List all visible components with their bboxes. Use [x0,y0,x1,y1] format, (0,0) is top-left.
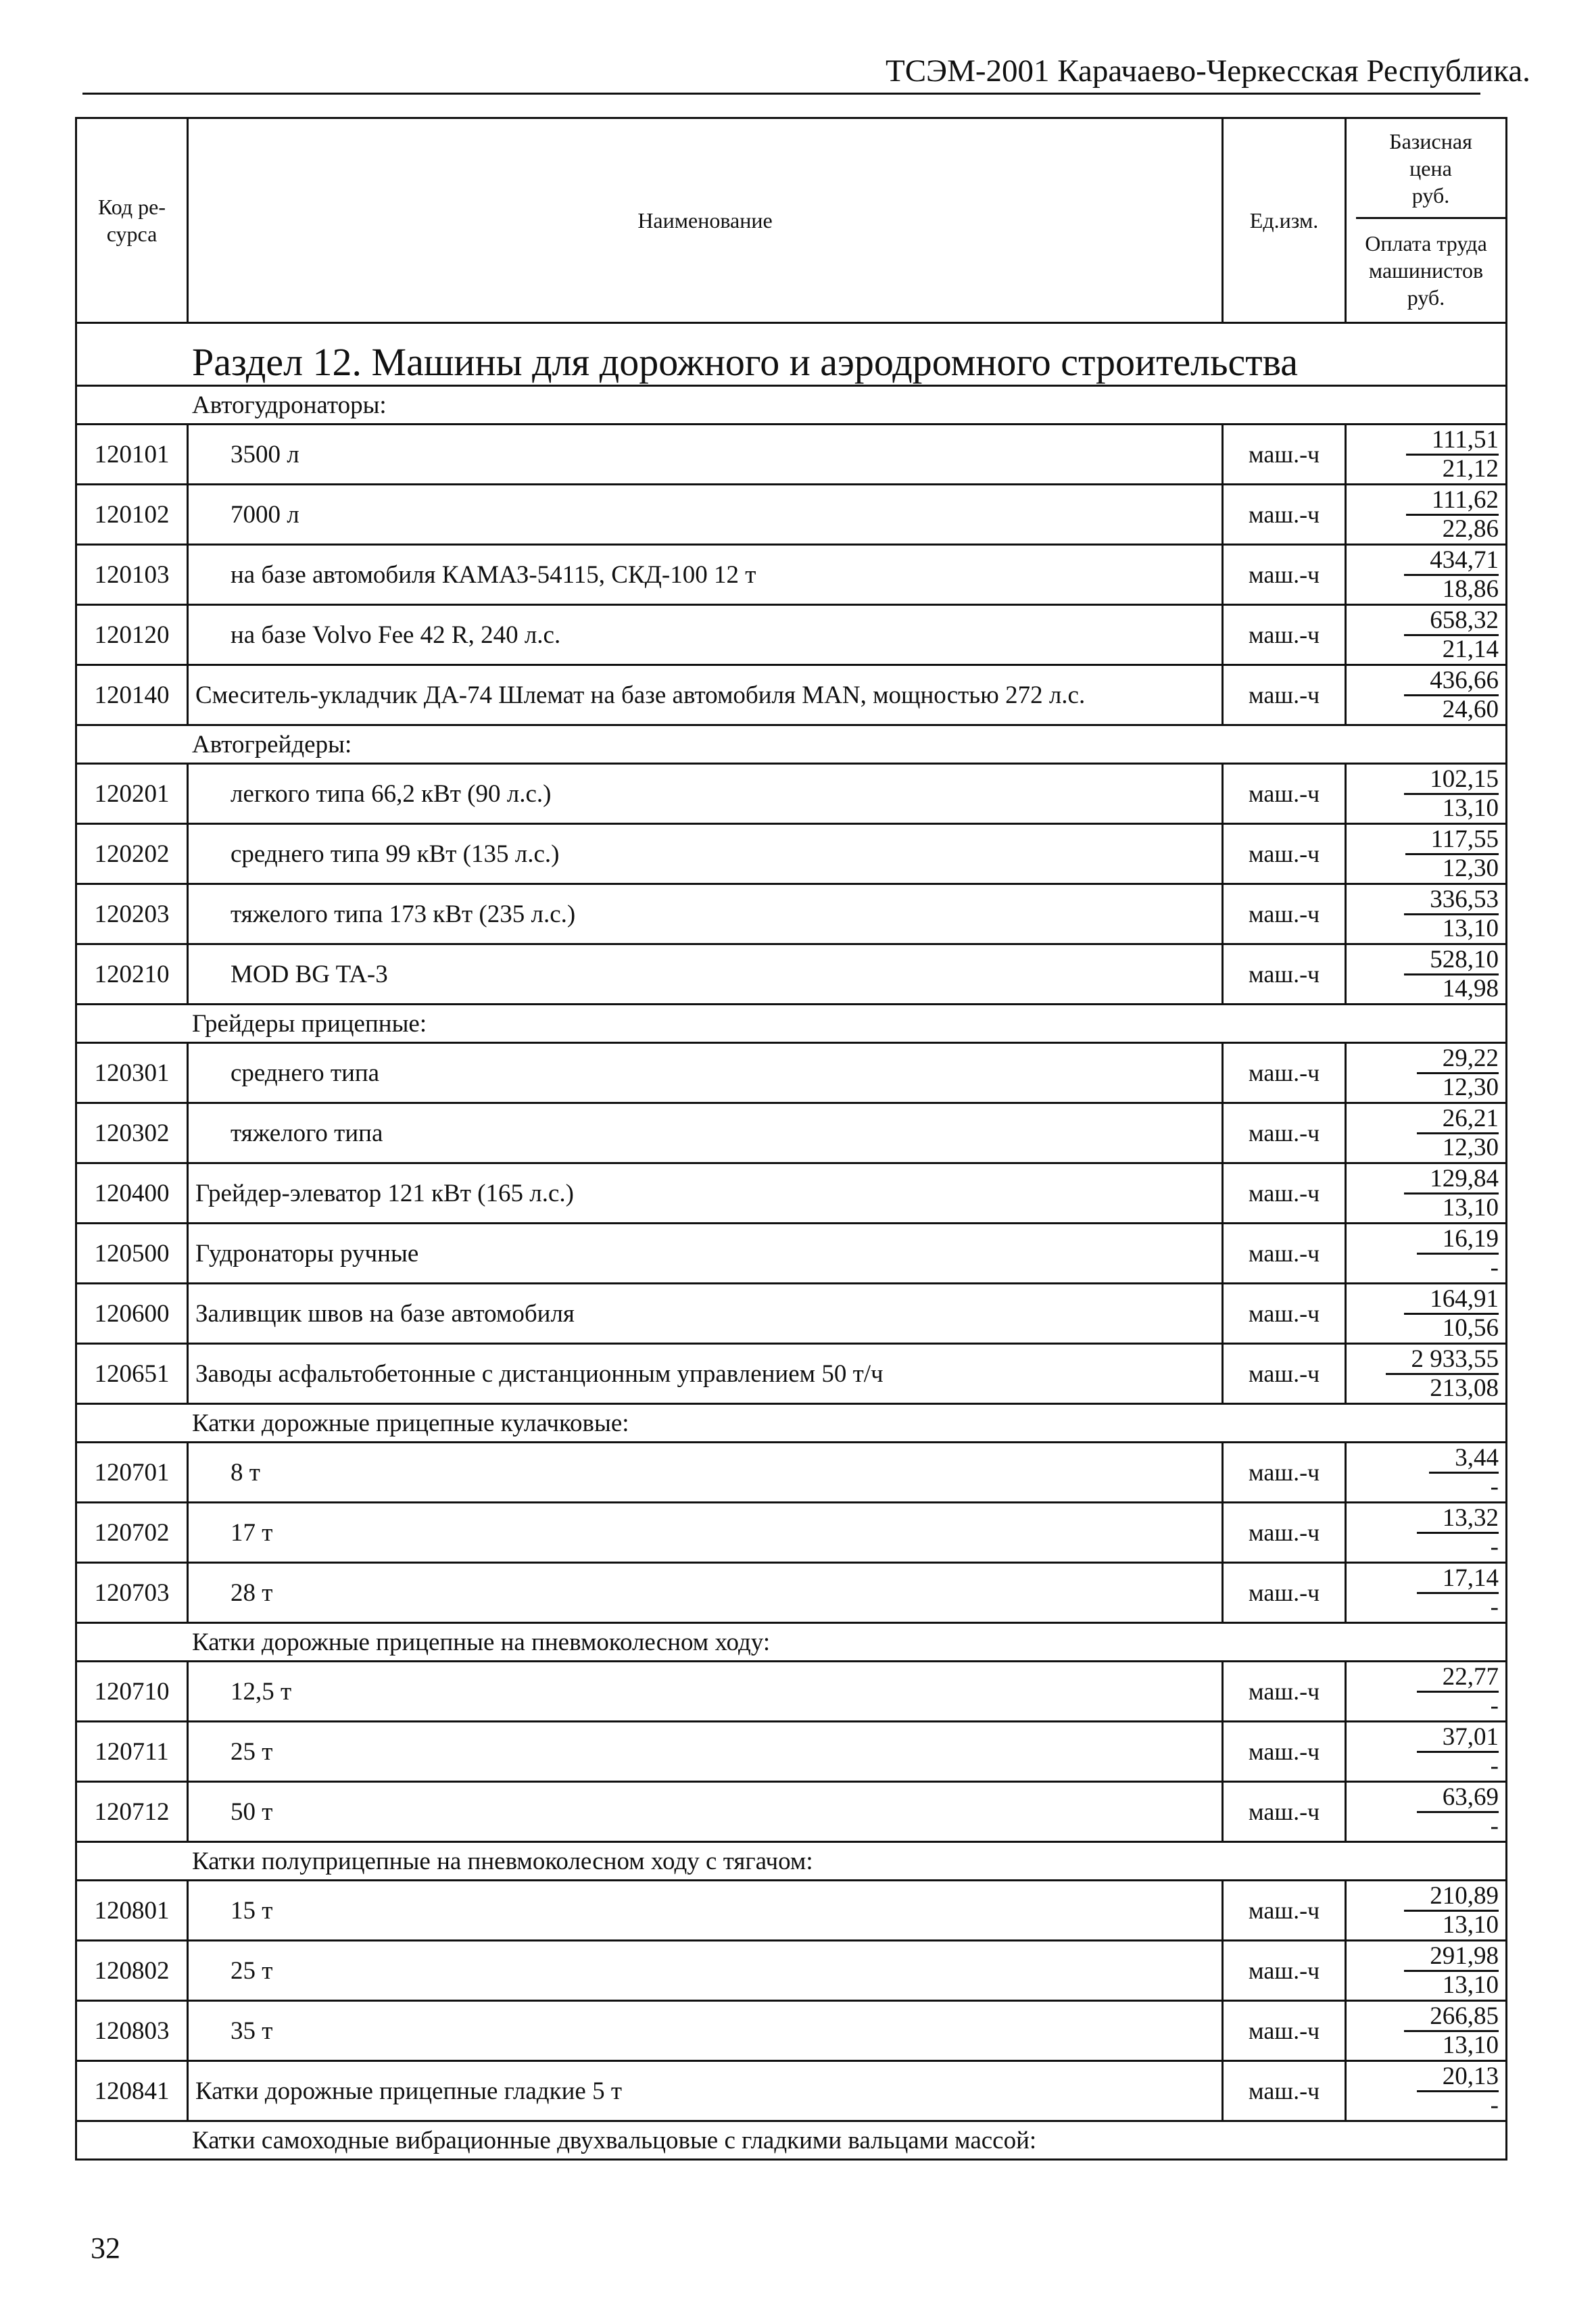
operator-labor-cost: 21,12 [1442,454,1499,483]
header-code-line-2: сурса [106,222,158,246]
base-price: 111,62 [1406,487,1499,516]
unit-of-measure: маш.-ч [1223,1344,1346,1404]
price-cell [1346,1881,1507,1941]
resource-code: 120802 [76,1941,188,2001]
unit-of-measure: маш.-ч [1223,1103,1346,1163]
resource-name: 25 т [188,1722,1223,1782]
resource-code: 120102 [76,485,188,545]
unit-of-measure: маш.-ч [1223,1662,1346,1722]
header-labor-line-2: машинистов [1368,258,1484,283]
operator-labor-cost: - [1490,1472,1499,1501]
resource-name: тяжелого типа 173 кВт (235 л.с.) [188,884,1223,944]
resource-code: 120803 [76,2001,188,2061]
operator-labor-cost: 12,30 [1442,854,1499,882]
price-cell [1346,1344,1507,1404]
base-price: 102,15 [1404,766,1499,795]
base-price: 528,10 [1404,946,1499,975]
unit-of-measure: маш.-ч [1223,824,1346,884]
price-cell [1346,1722,1507,1782]
operator-labor-cost: 13,10 [1442,2031,1499,2059]
base-price: 63,69 [1417,1784,1499,1813]
resource-code: 120711 [76,1722,188,1782]
base-price: 434,71 [1404,547,1499,576]
table-row [76,1163,1507,1224]
table-row [76,1043,1507,1103]
resource-name: 15 т [188,1881,1223,1941]
unit-of-measure: маш.-ч [1223,2001,1346,2061]
unit-of-measure: маш.-ч [1223,605,1346,665]
resource-code: 120703 [76,1563,188,1623]
base-price: 26,21 [1417,1105,1499,1134]
table-row [76,1443,1507,1503]
operator-labor-cost: 12,30 [1442,1073,1499,1101]
unit-of-measure: маш.-ч [1223,764,1346,824]
resource-name: тяжелого типа [188,1103,1223,1163]
base-price: 29,22 [1417,1045,1499,1074]
unit-of-measure: маш.-ч [1223,1563,1346,1623]
operator-labor-cost: 12,30 [1442,1133,1499,1161]
price-table [75,117,1507,2161]
resource-code: 120302 [76,1103,188,1163]
price-cell [1346,1503,1507,1563]
unit-of-measure: маш.-ч [1223,1224,1346,1284]
operator-labor-cost: - [1490,2091,1499,2119]
resource-code: 120400 [76,1163,188,1224]
resource-code: 120203 [76,884,188,944]
price-cell [1346,1103,1507,1163]
header-unit-cell: Ед.изм. [1223,118,1346,323]
resource-name: 8 т [188,1443,1223,1503]
table-row [76,1662,1507,1722]
resource-name: на базе Volvo Fee 42 R, 240 л.с. [188,605,1223,665]
table-row [76,1941,1507,2001]
header-code-cell [76,118,188,323]
base-price: 291,98 [1404,1943,1499,1972]
header-base-price-line-2: цена [1409,155,1452,180]
price-cell [1346,1782,1507,1842]
group-row [76,1623,1507,1662]
resource-name: легкого типа 66,2 кВт (90 л.с.) [188,764,1223,824]
price-cell [1346,764,1507,824]
resource-code: 120651 [76,1344,188,1404]
table-row [76,1284,1507,1344]
resource-name: 7000 л [188,485,1223,545]
table-row [76,2001,1507,2061]
price-cell [1346,1043,1507,1103]
section-title: Раздел 12. Машины для дорожного и аэродромного строительства [76,323,1507,386]
resource-name: Гудронаторы ручные [188,1224,1223,1284]
unit-of-measure: маш.-ч [1223,1043,1346,1103]
table-row [76,944,1507,1005]
resource-code: 120801 [76,1881,188,1941]
unit-of-measure: маш.-ч [1223,1284,1346,1344]
resource-name: MOD BG TA-3 [188,944,1223,1005]
resource-code: 120103 [76,545,188,605]
operator-labor-cost: - [1490,1593,1499,1621]
price-cell [1346,665,1507,725]
price-cell [1346,1284,1507,1344]
operator-labor-cost: - [1490,1533,1499,1561]
base-price: 111,51 [1406,427,1499,456]
base-price: 117,55 [1405,826,1499,855]
resource-code: 120701 [76,1443,188,1503]
table-row [76,1722,1507,1782]
table-row [76,485,1507,545]
table-row [76,2061,1507,2121]
table-row [76,1881,1507,1941]
unit-of-measure: маш.-ч [1223,1782,1346,1842]
operator-labor-cost: 13,10 [1442,794,1499,822]
group-row [76,386,1507,425]
group-label: Катки дорожные прицепные на пневмоколесном ходу: [76,1623,1507,1662]
base-price: 436,66 [1404,667,1499,696]
resource-code: 120301 [76,1043,188,1103]
base-price: 658,32 [1404,607,1499,636]
table-row [76,1224,1507,1284]
group-row [76,1404,1507,1443]
table-row [76,605,1507,665]
resource-code: 120140 [76,665,188,725]
group-label: Катки дорожные прицепные кулачковые: [76,1404,1507,1443]
table-row [76,764,1507,824]
base-price: 129,84 [1404,1165,1499,1195]
group-label: Катки самоходные вибрационные двухвальцовые с гладкими вальцами массой: [76,2121,1507,2160]
header-rule [82,93,1480,95]
price-cell [1346,1443,1507,1503]
unit-of-measure: маш.-ч [1223,1722,1346,1782]
operator-labor-cost: 10,56 [1442,1313,1499,1342]
table-row [76,545,1507,605]
operator-labor-cost: - [1490,1812,1499,1840]
resource-code: 120500 [76,1224,188,1284]
table-header [76,118,1507,386]
header-code-line-1: Код ре- [98,195,166,219]
resource-code: 120202 [76,824,188,884]
price-cell [1346,824,1507,884]
resource-name: 50 т [188,1782,1223,1842]
table-row [76,884,1507,944]
resource-name: 28 т [188,1563,1223,1623]
unit-of-measure: маш.-ч [1223,944,1346,1005]
price-cell [1346,545,1507,605]
group-row [76,2121,1507,2160]
base-price: 164,91 [1404,1286,1499,1315]
base-price: 20,13 [1417,2063,1499,2092]
resource-code: 120120 [76,605,188,665]
resource-code: 120210 [76,944,188,1005]
table-row [76,665,1507,725]
resource-code: 120710 [76,1662,188,1722]
price-cell [1346,1941,1507,2001]
group-row [76,1005,1507,1043]
table-row [76,1503,1507,1563]
resource-name: 35 т [188,2001,1223,2061]
operator-labor-cost: 13,10 [1442,1193,1499,1222]
price-cell [1346,425,1507,485]
base-price: 22,77 [1417,1664,1499,1693]
header-labor-line-3: руб. [1407,285,1445,310]
resource-name: Заводы асфальтобетонные с дистанционным управлением 50 т/ч [188,1344,1223,1404]
price-cell [1346,1163,1507,1224]
resource-name: Грейдер-элеватор 121 кВт (165 л.с.) [188,1163,1223,1224]
operator-labor-cost: 213,08 [1430,1374,1499,1402]
resource-name: 25 т [188,1941,1223,2001]
resource-code: 120841 [76,2061,188,2121]
unit-of-measure: маш.-ч [1223,1503,1346,1563]
price-cell [1346,485,1507,545]
resource-name: 17 т [188,1503,1223,1563]
price-cell [1346,1662,1507,1722]
header-price-cell [1346,118,1507,323]
table-row [76,1563,1507,1623]
header-labor-price [1347,219,1505,322]
price-cell [1346,1224,1507,1284]
unit-of-measure: маш.-ч [1223,425,1346,485]
base-price: 37,01 [1417,1724,1499,1753]
operator-labor-cost: 24,60 [1442,695,1499,723]
operator-labor-cost: 14,98 [1442,974,1499,1003]
operator-labor-cost: 13,10 [1442,1971,1499,1999]
price-cell [1346,1563,1507,1623]
table-row [76,1344,1507,1404]
unit-of-measure: маш.-ч [1223,1941,1346,2001]
operator-labor-cost: - [1490,1752,1499,1780]
group-label: Автогудронаторы: [76,386,1507,425]
unit-of-measure: маш.-ч [1223,1881,1346,1941]
unit-of-measure: маш.-ч [1223,485,1346,545]
resource-code: 120712 [76,1782,188,1842]
unit-of-measure: маш.-ч [1223,665,1346,725]
table-body [76,386,1507,2160]
price-cell [1346,2061,1507,2121]
resource-code: 120201 [76,764,188,824]
operator-labor-cost: - [1490,1253,1499,1282]
price-cell [1346,944,1507,1005]
price-cell [1346,605,1507,665]
header-base-price [1356,119,1505,219]
header-base-price-line-1: Базисная [1389,128,1472,153]
resource-name: среднего типа 99 кВт (135 л.с.) [188,824,1223,884]
base-price: 13,32 [1417,1505,1499,1534]
unit-of-measure: маш.-ч [1223,1443,1346,1503]
operator-labor-cost: - [1490,1691,1499,1720]
operator-labor-cost: 13,10 [1442,1910,1499,1939]
unit-of-measure: маш.-ч [1223,884,1346,944]
base-price: 210,89 [1404,1883,1499,1912]
operator-labor-cost: 22,86 [1442,514,1499,543]
resource-name: на базе автомобиля КАМАЗ-54115, СКД-100 12 т [188,545,1223,605]
table-row [76,1103,1507,1163]
group-label: Катки полуприцепные на пневмоколесном ходу с тягачом: [76,1842,1507,1881]
group-label: Грейдеры прицепные: [76,1005,1507,1043]
resource-name: среднего типа [188,1043,1223,1103]
resource-name: 12,5 т [188,1662,1223,1722]
base-price: 16,19 [1417,1226,1499,1255]
group-label: Автогрейдеры: [76,725,1507,764]
operator-labor-cost: 18,86 [1442,575,1499,603]
unit-of-measure: маш.-ч [1223,1163,1346,1224]
table-row [76,1782,1507,1842]
operator-labor-cost: 21,14 [1442,635,1499,663]
table-row [76,824,1507,884]
table-row [76,425,1507,485]
resource-name: Смеситель-укладчик ДА-74 Шлемат на базе автомобиля MAN, мощностью 272 л.с. [188,665,1223,725]
resource-code: 120702 [76,1503,188,1563]
resource-name: Катки дорожные прицепные гладкие 5 т [188,2061,1223,2121]
operator-labor-cost: 13,10 [1442,914,1499,942]
resource-name: Заливщик швов на базе автомобиля [188,1284,1223,1344]
page-number: 32 [91,2231,120,2265]
base-price: 2 933,55 [1386,1346,1499,1375]
group-row [76,1842,1507,1881]
resource-code: 120101 [76,425,188,485]
header-name-cell: Наименование [188,118,1223,323]
base-price: 266,85 [1404,2003,1499,2032]
resource-code: 120600 [76,1284,188,1344]
unit-of-measure: маш.-ч [1223,545,1346,605]
price-cell [1346,884,1507,944]
group-row [76,725,1507,764]
price-cell [1346,2001,1507,2061]
base-price: 17,14 [1417,1565,1499,1594]
resource-name: 3500 л [188,425,1223,485]
header-labor-line-1: Оплата труда [1365,231,1487,256]
unit-of-measure: маш.-ч [1223,2061,1346,2121]
page-header-title: ТСЭМ-2001 Карачаево-Черкесская Республика. [886,53,1530,89]
base-price: 336,53 [1404,886,1499,915]
header-base-price-line-3: руб. [1411,183,1450,208]
base-price: 3,44 [1429,1445,1499,1474]
